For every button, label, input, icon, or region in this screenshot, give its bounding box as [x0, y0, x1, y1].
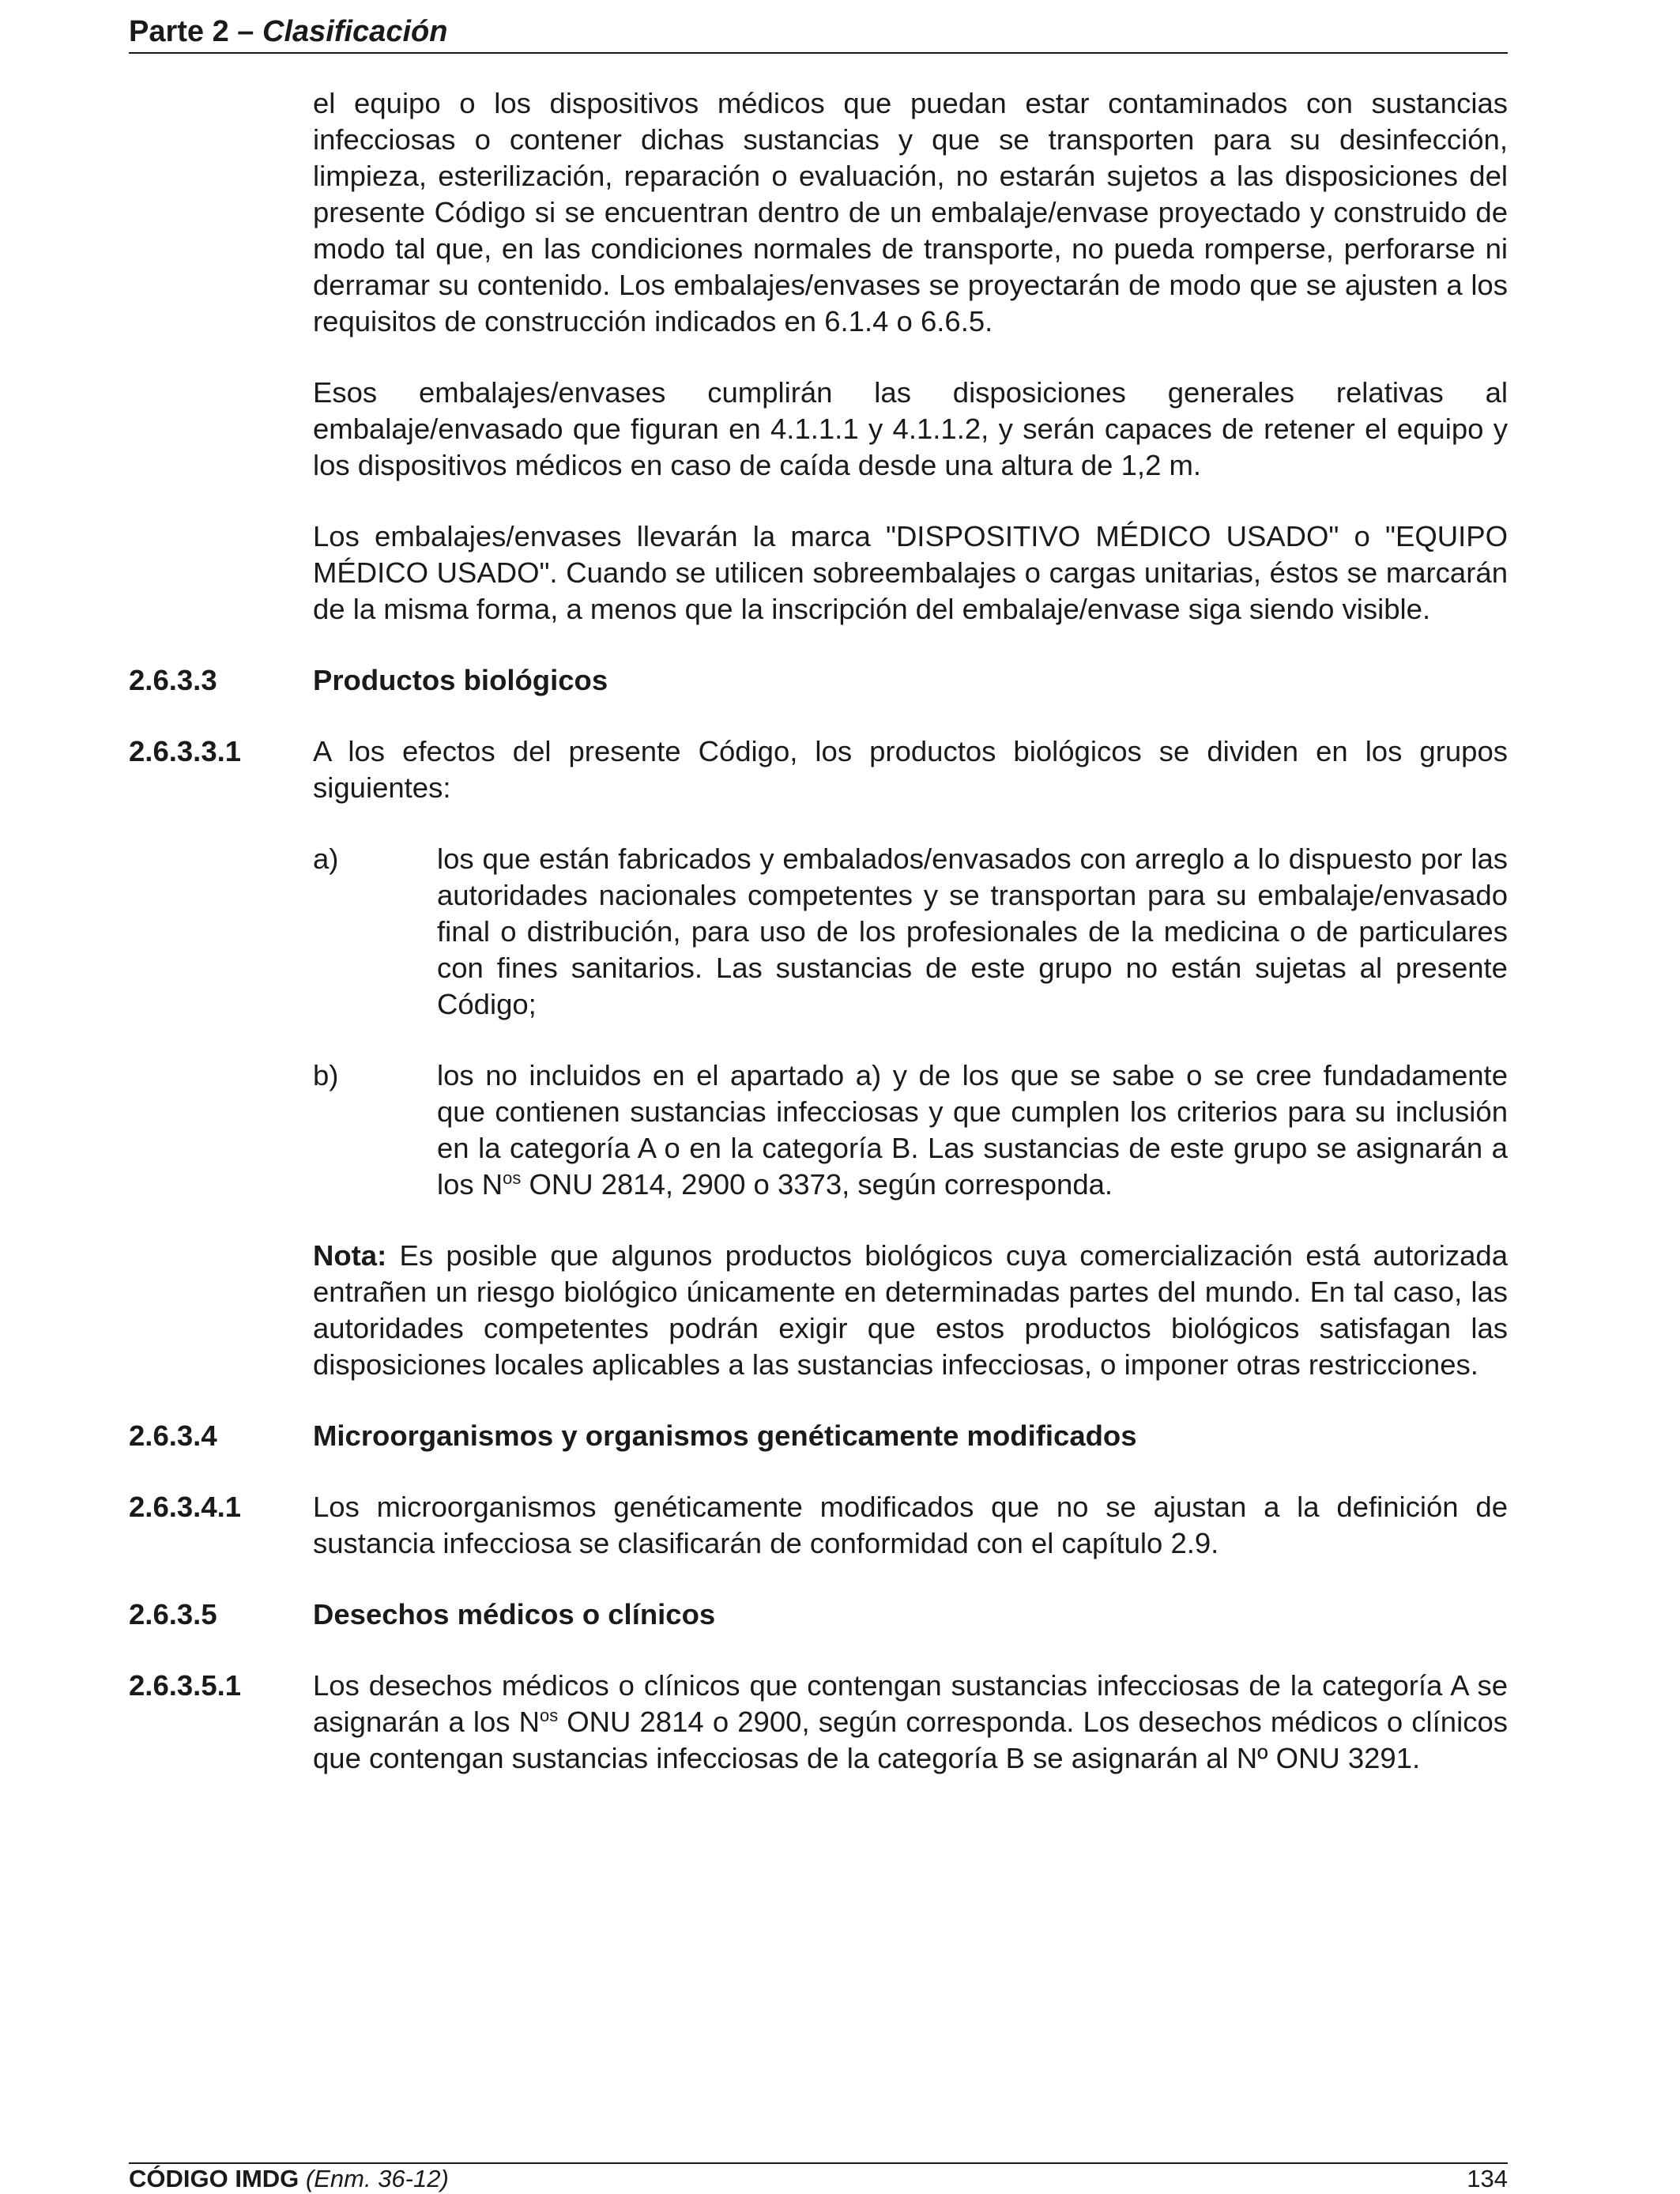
note-label: Nota:	[313, 1239, 387, 1272]
section-2633	[129, 662, 1508, 699]
section-text-part: ONU 2814 o 2900, según corresponda. Los desechos médicos o clínicos que contengan sustancias infecciosas de la categoría B se asignarán al Nº ONU 3291.	[313, 1706, 1508, 1774]
section-number: 2.6.3.3.1	[129, 735, 242, 767]
section-text-part: Los desechos médicos o clínicos que contengan sustancias infecciosas de la categoría A se asignarán a los N	[313, 1669, 1508, 1738]
footer-amendment: (Enm. 36-12)	[305, 2165, 449, 2192]
superscript: os	[540, 1705, 559, 1725]
section-number: 2.6.3.5.1	[129, 1669, 242, 1702]
footer-code: CÓDIGO IMDG	[129, 2165, 299, 2192]
note-block	[313, 1238, 1508, 1383]
section-26331	[129, 733, 1508, 806]
list-item-a	[313, 841, 1508, 1023]
header-part: Parte 2 –	[129, 15, 254, 48]
intro-paragraph: Los embalajes/envases llevarán la marca "DISPOSITIVO MÉDICO USADO" o "EQUIPO MÉDICO USADO". Cuando se utilicen sobreembalajes o cargas unitarias, éstos se marcarán de la misma forma, a menos que la inscripción del embalaje/envase siga siendo visible.	[313, 520, 1508, 625]
section-number: 2.6.3.3	[129, 664, 217, 696]
section-text	[313, 1668, 1508, 1777]
section-number: 2.6.3.5	[129, 1598, 217, 1630]
list-text-part: ONU 2814, 2900 o 3373, según corresponda.	[521, 1168, 1113, 1201]
section-26351	[129, 1668, 1508, 1777]
list-label: a)	[313, 843, 339, 875]
section-heading: Productos biológicos	[313, 664, 608, 696]
list-label: b)	[313, 1059, 339, 1091]
section-2634	[129, 1418, 1508, 1454]
page-content	[129, 85, 1508, 1777]
section-number: 2.6.3.4.1	[129, 1491, 242, 1523]
intro-paragraph: el equipo o los dispositivos médicos que puedan estar contaminados con sustancias infecciosas o contener dichas sustancias y que se transporten para su desinfección, limpieza, esterilización, reparación o evaluación, no estarán sujetos a las disposiciones del presente Código si se encuentran dentro de un embalaje/envase proyectado y construido de modo tal que, en las condiciones normales de transporte, no pueda romperse, perforarse ni derramar su contenido. Los embalajes/envases se proyectarán de modo que se ajusten a los requisitos de construcción indicados en 6.1.4 o 6.6.5.	[313, 87, 1508, 337]
page-footer	[129, 2162, 1508, 2194]
intro-block	[313, 85, 1508, 628]
section-number: 2.6.3.4	[129, 1419, 217, 1452]
intro-paragraph: Esos embalajes/envases cumplirán las disposiciones generales relativas al embalaje/envasado que figuran en 4.1.1.1 y 4.1.1.2, y serán capaces de retener el equipo y los dispositivos médicos en caso de caída desde una altura de 1,2 m.	[313, 376, 1508, 481]
superscript: os	[503, 1167, 522, 1188]
section-26341	[129, 1489, 1508, 1562]
note-text: Es posible que algunos productos biológicos cuya comercialización está autorizada entrañen un riesgo biológico únicamente en determinadas partes del mundo. En tal caso, las autoridades competentes podrán exigir que estos productos biológicos satisfagan las disposiciones locales aplicables a las sustancias infecciosas, o imponer otras restricciones.	[313, 1239, 1508, 1381]
header-title: Clasificación	[262, 15, 448, 48]
list-text: los que están fabricados y embalados/envasados con arreglo a lo dispuesto por las autoridades nacionales competentes y se transportan para su embalaje/envasado final o distribución, para uso de los profesionales de la medicina o de particulares con fines sanitarios. Las sustancias de este grupo no están sujetas al presente Código;	[437, 843, 1508, 1020]
section-heading: Desechos médicos o clínicos	[313, 1598, 716, 1630]
section-2635	[129, 1596, 1508, 1633]
section-heading: Microorganismos y organismos genéticamente modificados	[313, 1419, 1137, 1452]
list-text	[437, 1057, 1508, 1203]
list-text-part: los no incluidos en el apartado a) y de los que se sabe o se cree fundadamente que contienen sustancias infecciosas y que cumplen los criterios para su inclusión en la categoría A o en la categoría B. Las sustancias de este grupo se asignarán a los N	[437, 1059, 1508, 1201]
section-text: A los efectos del presente Código, los productos biológicos se dividen en los grupos siguientes:	[313, 735, 1508, 804]
section-text: Los microorganismos genéticamente modificados que no se ajustan a la definición de sustancia infecciosa se clasificarán de conformidad con el capítulo 2.9.	[313, 1491, 1508, 1559]
page-header	[129, 11, 1508, 54]
note-paragraph	[313, 1238, 1508, 1383]
footer-left	[129, 2164, 449, 2194]
page-number: 134	[1467, 2165, 1508, 2192]
list-item-b	[313, 1057, 1508, 1203]
